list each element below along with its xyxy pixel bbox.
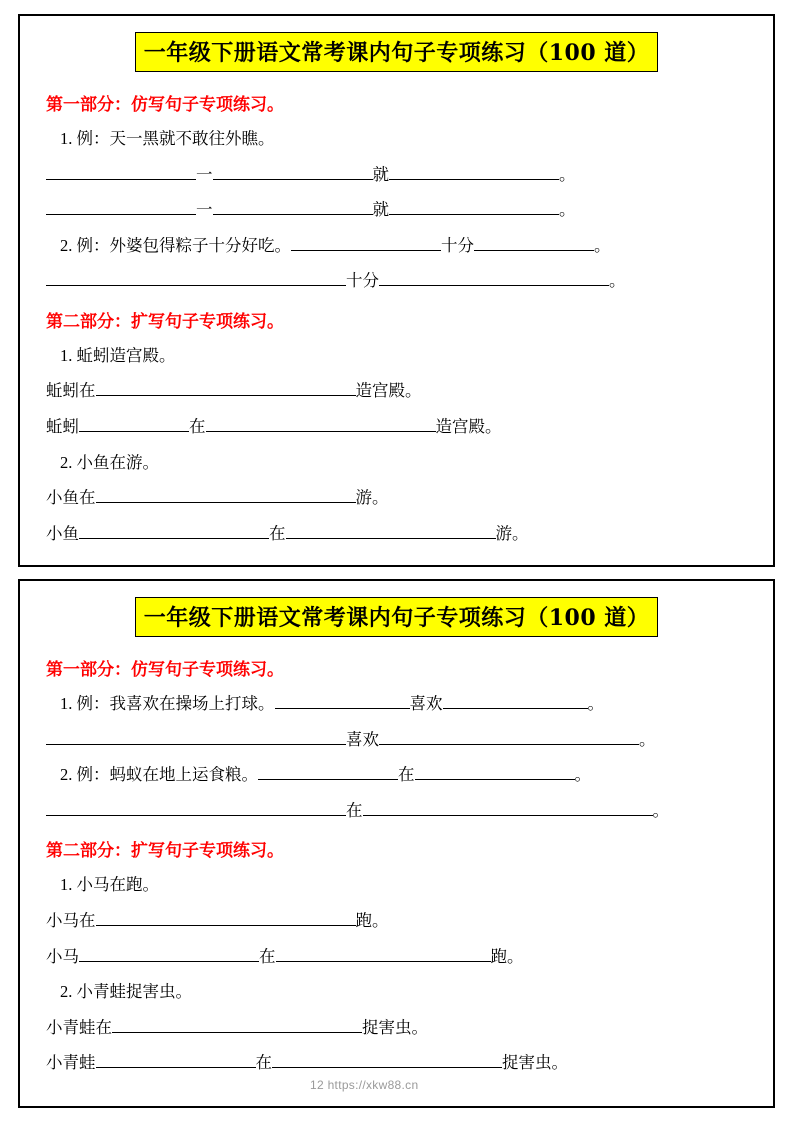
line-text: 小马在 — [46, 911, 96, 930]
line-text: 小马 — [46, 946, 79, 966]
answer-blank[interactable] — [363, 798, 653, 816]
line-text: 在 — [269, 523, 286, 543]
line-text: 2. 例：外婆包得粽子十分好吃。 — [60, 235, 291, 255]
answer-blank[interactable] — [46, 162, 196, 180]
line-text: 。 — [639, 729, 656, 749]
exercise-line — [46, 798, 747, 824]
exercise-line — [46, 979, 747, 1005]
exercise-line — [46, 268, 747, 294]
line-text: 喜欢 — [346, 729, 379, 749]
worksheet-card — [18, 14, 775, 567]
answer-blank[interactable] — [96, 486, 356, 504]
line-text: 蚯蚓 — [46, 416, 79, 436]
exercise-line — [46, 197, 747, 223]
exercise-line — [46, 126, 747, 152]
exercise-line — [46, 414, 747, 440]
answer-blank[interactable] — [272, 1051, 502, 1069]
line-text: 跑。 — [355, 911, 389, 930]
exercise-line — [46, 233, 747, 259]
answer-blank[interactable] — [389, 198, 559, 216]
line-text: 一 — [196, 164, 213, 184]
section-heading: 第二部分：扩写句子专项练习。 — [46, 841, 284, 862]
line-text: 小鱼在 — [46, 488, 96, 508]
answer-blank[interactable] — [276, 944, 491, 962]
exercise-line — [46, 872, 747, 898]
line-text: 喜欢 — [409, 694, 443, 714]
answer-blank[interactable] — [206, 414, 436, 432]
line-text: 。 — [574, 765, 591, 785]
exercise-line — [46, 1050, 747, 1076]
answer-blank[interactable] — [96, 1051, 256, 1069]
line-text: 1. 例：天一黑就不敢往外瞧。 — [60, 129, 275, 148]
line-text: 在 — [189, 416, 206, 436]
exercise-line — [46, 944, 747, 970]
line-text: 。 — [587, 694, 604, 714]
line-text: 小青蛙在 — [46, 1017, 112, 1037]
line-text: 蚯蚓在 — [46, 381, 96, 401]
exercise-line — [46, 1015, 747, 1041]
line-text: 小青蛙 — [46, 1053, 96, 1073]
line-text: 在 — [398, 765, 415, 785]
cards-container — [18, 14, 775, 1108]
page-title: 一年级下册语文常考课内句子专项练习（100 道） — [135, 597, 659, 637]
line-text: 就 — [372, 164, 389, 184]
line-text: 1. 蚯蚓造宫殿。 — [60, 345, 176, 365]
line-text: 造宫殿。 — [435, 416, 502, 436]
exercise-line — [46, 521, 747, 547]
line-text: 跑。 — [490, 946, 524, 966]
answer-blank[interactable] — [258, 763, 398, 781]
title-row — [46, 597, 747, 637]
line-text: 。 — [652, 800, 669, 820]
line-text: 在 — [255, 1053, 272, 1073]
answer-blank[interactable] — [46, 198, 196, 216]
section-heading: 第一部分：仿写句子专项练习。 — [46, 660, 284, 681]
line-text: 在 — [346, 800, 363, 820]
answer-blank[interactable] — [474, 233, 594, 251]
answer-blank[interactable] — [46, 798, 346, 816]
line-text: 游。 — [495, 523, 529, 543]
answer-blank[interactable] — [443, 692, 588, 710]
line-text: 十分 — [346, 271, 379, 291]
answer-blank[interactable] — [379, 269, 609, 287]
line-text: 捉害虫。 — [502, 1053, 568, 1073]
answer-blank[interactable] — [213, 162, 373, 180]
line-text: 就 — [372, 200, 389, 220]
line-text: 。 — [594, 235, 611, 255]
answer-blank[interactable] — [291, 233, 441, 251]
answer-blank[interactable] — [275, 692, 410, 710]
line-text: 小鱼 — [46, 523, 79, 543]
answer-blank[interactable] — [213, 198, 373, 216]
exercise-line — [46, 908, 747, 934]
exercise-line — [46, 162, 747, 188]
exercise-line — [46, 727, 747, 753]
answer-blank[interactable] — [286, 521, 496, 539]
exercise-line — [46, 343, 747, 369]
worksheet-card — [18, 579, 775, 1108]
answer-blank[interactable] — [79, 521, 269, 539]
line-text: 。 — [559, 200, 576, 220]
exercise-line — [46, 485, 747, 511]
answer-blank[interactable] — [79, 944, 259, 962]
answer-blank[interactable] — [379, 727, 639, 745]
section-heading: 第一部分：仿写句子专项练习。 — [46, 95, 284, 115]
line-text: 。 — [559, 164, 576, 184]
line-text: 1. 例：我喜欢在操场上打球。 — [60, 694, 275, 714]
title-row — [46, 32, 747, 72]
answer-blank[interactable] — [79, 414, 189, 432]
answer-blank[interactable] — [389, 162, 559, 180]
line-text: 。 — [609, 271, 626, 291]
line-text: 十分 — [441, 235, 474, 255]
exercise-line — [46, 691, 747, 717]
answer-blank[interactable] — [112, 1015, 362, 1033]
answer-blank[interactable] — [96, 379, 356, 397]
line-text: 2. 小鱼在游。 — [60, 452, 159, 472]
exercise-line — [46, 450, 747, 476]
line-text: 一 — [196, 200, 213, 220]
line-text: 2. 小青蛙捉害虫。 — [60, 982, 192, 1002]
answer-blank[interactable] — [46, 727, 346, 745]
line-text: 1. 小马在跑。 — [60, 875, 159, 895]
exercise-line — [46, 378, 747, 404]
answer-blank[interactable] — [96, 909, 356, 927]
watermark-text: 12 https://xkw88.cn — [310, 1078, 419, 1092]
exercise-line — [46, 762, 747, 788]
line-text: 游。 — [355, 488, 389, 508]
answer-blank[interactable] — [415, 763, 575, 781]
page-title: 一年级下册语文常考课内句子专项练习（100 道） — [135, 32, 659, 72]
line-text: 2. 例：蚂蚁在地上运食粮。 — [60, 765, 258, 785]
line-text: 捉害虫。 — [362, 1017, 428, 1037]
line-text: 造宫殿。 — [355, 381, 422, 401]
answer-blank[interactable] — [46, 269, 346, 287]
line-text: 在 — [259, 946, 276, 966]
section-heading: 第二部分：扩写句子专项练习。 — [46, 311, 284, 332]
